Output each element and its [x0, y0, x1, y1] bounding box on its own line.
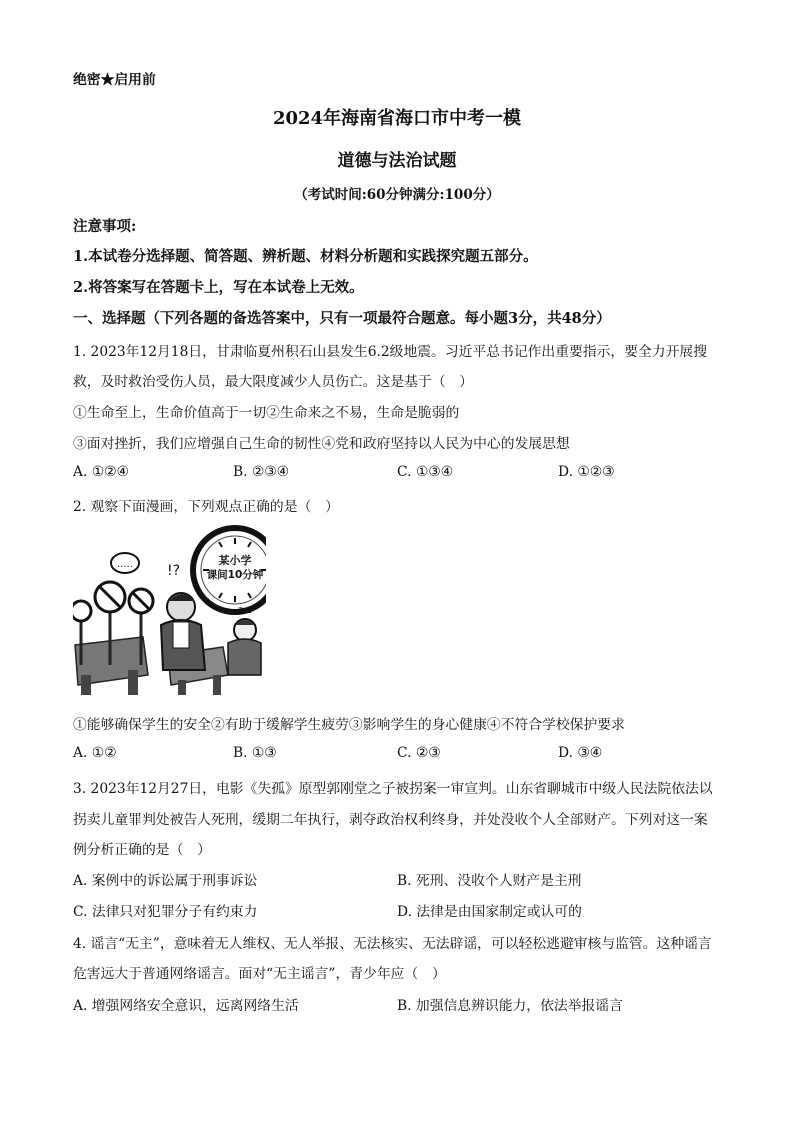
q3-option-d: D. 法律是由国家制定或认可的	[397, 904, 582, 920]
q1-option-c: C. ①③④	[397, 464, 453, 480]
q1-option-b: B. ②③④	[233, 464, 290, 480]
q1-statement-1: ①生命至上，生命价值高于一切②生命来之不易，生命是脆弱的	[73, 405, 460, 421]
notes-item-1: 1.本试卷分选择题、简答题、辨析题、材料分析题和实践探究题五部分。	[73, 248, 538, 265]
q3-stem-line-2: 拐卖儿童罪判处被告人死刑，缓期二年执行，剥夺政治权利终身，并处没收个人全部财产。下列对这一案	[73, 812, 708, 828]
q1-statement-2: ③面对挫折，我们应增强自己生命的韧性④党和政府坚持以人民为中心的发展思想	[73, 436, 570, 452]
q4-option-b: B. 加强信息辨识能力，依法举报谣言	[397, 998, 623, 1014]
q1-stem-line-2: 救，及时救治受伤人员，最大限度减少人员伤亡。这是基于（ ）	[73, 374, 474, 390]
q4-stem-line-2: 危害远大于普通网络谣言。面对“无主谣言”，青少年应（ ）	[73, 966, 446, 982]
q2-stem: 2. 观察下面漫画，下列观点正确的是（ ）	[73, 499, 339, 515]
q3-option-c: C. 法律只对犯罪分子有约束力	[73, 904, 258, 920]
svg-text:z z: z z	[238, 605, 252, 616]
cartoon-image	[73, 525, 266, 697]
q2-option-d: D. ③④	[558, 745, 603, 761]
q2-statements: ①能够确保学生的安全②有助于缓解学生疲劳③影响学生的身心健康④不符合学校保护要求	[73, 717, 625, 733]
cartoon-label-break: 课间10分钟	[206, 569, 264, 581]
cartoon-label-school: 某小学	[218, 554, 252, 567]
notes-heading: 注意事项:	[73, 218, 137, 235]
q2-option-a: A. ①②	[73, 745, 117, 761]
exam-subtitle: 道德与法治试题	[337, 151, 457, 171]
section-heading: 一、选择题（下列各题的备选答案中，只有一项最符合题意。每小题3分，共48分）	[73, 310, 611, 327]
q3-stem-line-1: 3. 2023年12月27日，电影《失孤》原型郭刚堂之子被拐案一审宣判。山东省聊城市中级人民法院依法以	[73, 781, 713, 797]
q3-option-a: A. 案例中的诉讼属于刑事诉讼	[73, 873, 258, 889]
notes-item-2: 2.将答案写在答题卡上，写在本试卷上无效。	[73, 279, 364, 296]
exam-title: 2024年海南省海口市中考一模	[272, 108, 522, 129]
q4-option-a: A. 增强网络安全意识，远离网络生活	[73, 998, 299, 1014]
q3-option-b: B. 死刑、没收个人财产是主刑	[397, 873, 582, 889]
q2-option-c: C. ②③	[397, 745, 441, 761]
q3-stem-line-3: 例分析正确的是（ ）	[73, 842, 211, 858]
q1-stem-line-1: 1. 2023年12月18日，甘肃临夏州积石山县发生6.2级地震。习近平总书记作出重要指示，要全力开展搜	[73, 344, 707, 360]
q2-option-b: B. ①③	[233, 745, 277, 761]
svg-text:!?: !?	[167, 563, 181, 579]
q4-stem-line-1: 4. 谣言“无主”，意味着无人维权、无人举报、无法核实、无法辟谣，可以轻松逃避审核与监管。这种谣言	[73, 936, 712, 952]
q1-option-a: A. ①②④	[73, 464, 129, 480]
svg-text:.....: .....	[117, 559, 133, 570]
exam-info: （考试时间:60分钟满分:100分）	[294, 187, 500, 203]
confidential-mark: 绝密★启用前	[73, 72, 156, 88]
q1-option-d: D. ①②③	[558, 464, 615, 480]
